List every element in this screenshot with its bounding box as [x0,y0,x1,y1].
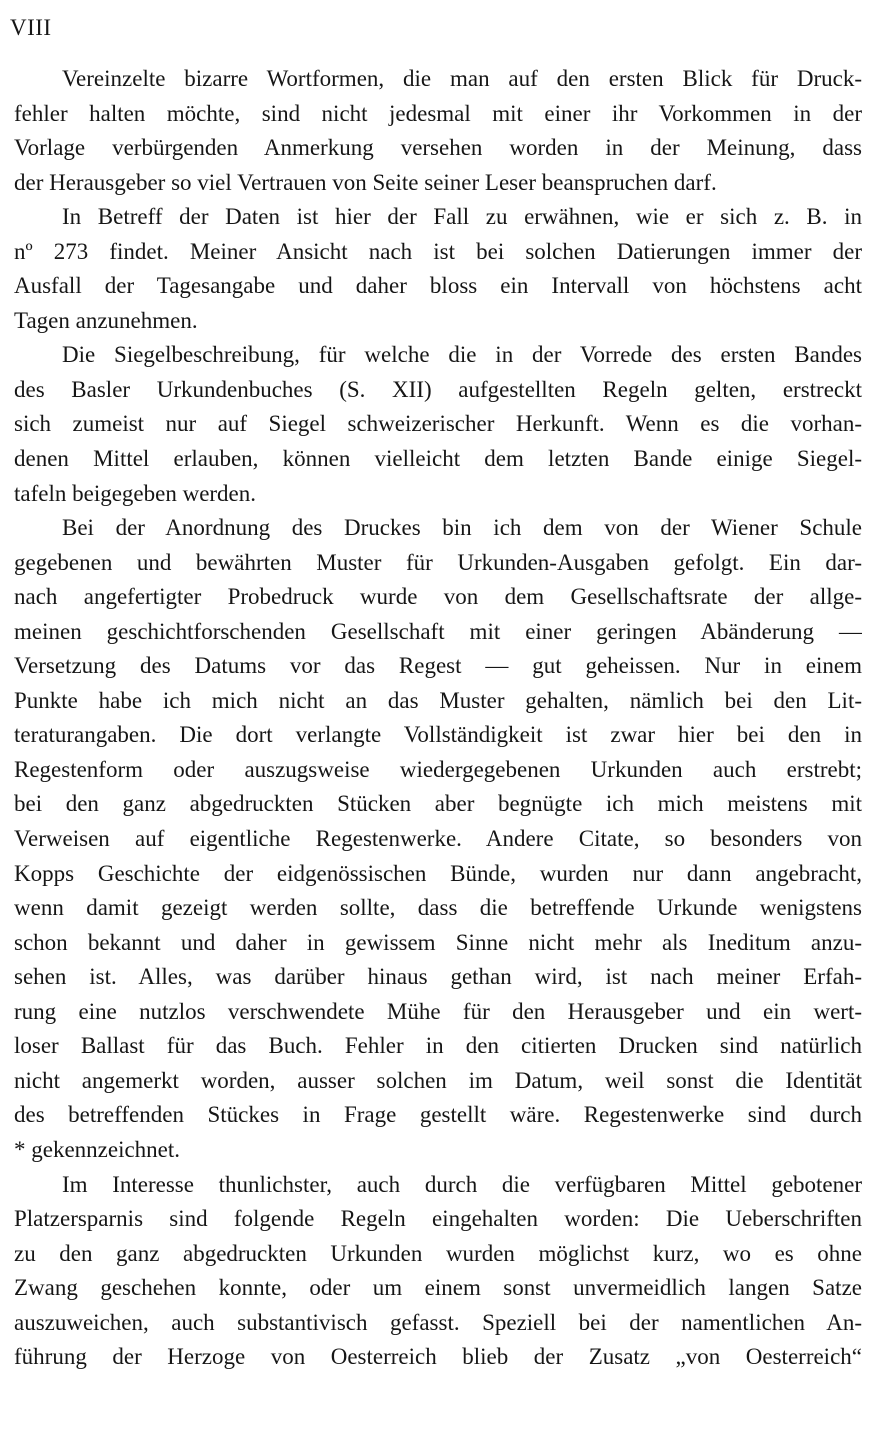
text-line: Zwang geschehen konnte, oder um einem sonst unvermeidlich langen Satze [14,1275,862,1301]
text-line: meinen geschichtforschenden Gesellschaft mit einer geringen Abänderung — [14,618,862,644]
text-line: Verweisen auf eigentliche Regestenwerke. Andere Citate, so besonders von [14,826,862,852]
text-line: auszuweichen, auch substantivisch gefasst. Speziell bei der namentlichen An- [14,1309,862,1335]
text-line: nº 273 findet. Meiner Ansicht nach ist bei solchen Datierungen immer der [14,238,862,264]
text-line: zu den ganz abgedruckten Urkunden wurden möglichst kurz, wo es ohne [14,1240,862,1266]
text-line: sehen ist. Alles, was darüber hinaus gethan wird, ist nach meiner Erfah- [14,964,862,990]
text-line: Versetzung des Datums vor das Regest — gut geheissen. Nur in einem [14,653,862,679]
text-line: nicht angemerkt worden, ausser solchen im Datum, weil sonst die Identität [14,1067,862,1093]
text-line: führung der Herzoge von Oesterreich blieb der Zusatz „von Oesterreich“ [14,1344,862,1370]
text-line: Vorlage verbürgenden Anmerkung versehen worden in der Meinung, dass [14,135,862,161]
text-line: Die Siegelbeschreibung, für welche die in der Vorrede des ersten Bandes [62,342,862,368]
text-line: Ausfall der Tagesangabe und daher bloss ein Intervall von höchstens acht [14,273,862,299]
text-line: sich zumeist nur auf Siegel schweizerischer Herkunft. Wenn es die vorhan- [14,411,862,437]
text-line: teraturangaben. Die dort verlangte Vollständigkeit ist zwar hier bei den in [14,722,862,748]
text-line: Platzersparnis sind folgende Regeln eingehalten worden: Die Ueberschriften [14,1206,862,1232]
text-line: gegebenen und bewährten Muster für Urkunden-Ausgaben gefolgt. Ein dar- [14,549,862,575]
text-line: Bei der Anordnung des Druckes bin ich dem von der Wiener Schule [62,515,862,541]
text-line: Vereinzelte bizarre Wortformen, die man auf den ersten Blick für Druck- [62,66,862,91]
text-line: Im Interesse thunlichster, auch durch die verfügbaren Mittel gebotener [62,1171,862,1197]
text-line: Regestenform oder auszugsweise wiedergegebenen Urkunden auch erstrebt; [14,756,862,782]
text-line: schon bekannt und daher in gewissem Sinne nicht mehr als Ineditum anzu- [14,929,862,955]
body-text [14,62,862,1375]
text-line: * gekennzeichnet. [14,1136,181,1162]
text-line: fehler halten möchte, sind nicht jedesmal mit einer ihr Vorkommen in der [14,100,862,126]
text-line: denen Mittel erlauben, können vielleicht dem letzten Bande einige Siegel- [14,446,862,472]
text-line: nach angefertigter Probedruck wurde von dem Gesellschaftsrate der allge- [14,584,862,610]
text-line: der Herausgeber so viel Vertrauen von Seite seiner Leser beanspruchen darf. [14,169,717,195]
text-line: wenn damit gezeigt werden sollte, dass die betreffende Urkunde wenigstens [14,895,862,921]
page-number: VIII [10,15,52,40]
text-line: des Basler Urkundenbuches (S. XII) aufgestellten Regeln gelten, erstreckt [14,376,862,402]
text-line: In Betreff der Daten ist hier der Fall zu erwähnen, wie er sich z. B. in [62,204,862,230]
text-line: Tagen anzunehmen. [14,307,198,333]
text-line: Punkte habe ich mich nicht an das Muster gehalten, nämlich bei den Lit- [14,687,862,713]
text-line: bei den ganz abgedruckten Stücken aber begnügte ich mich meistens mit [14,791,862,817]
text-line: loser Ballast für das Buch. Fehler in den citierten Drucken sind natürlich [14,1033,862,1059]
text-line: tafeln beigegeben werden. [14,480,257,506]
text-line: rung eine nutzlos verschwendete Mühe für den Herausgeber und ein wert- [14,998,862,1024]
text-line: des betreffenden Stückes in Frage gestellt wäre. Regestenwerke sind durch [14,1102,862,1128]
text-line: Kopps Geschichte der eidgenössischen Bünde, wurden nur dann angebracht, [14,860,862,886]
